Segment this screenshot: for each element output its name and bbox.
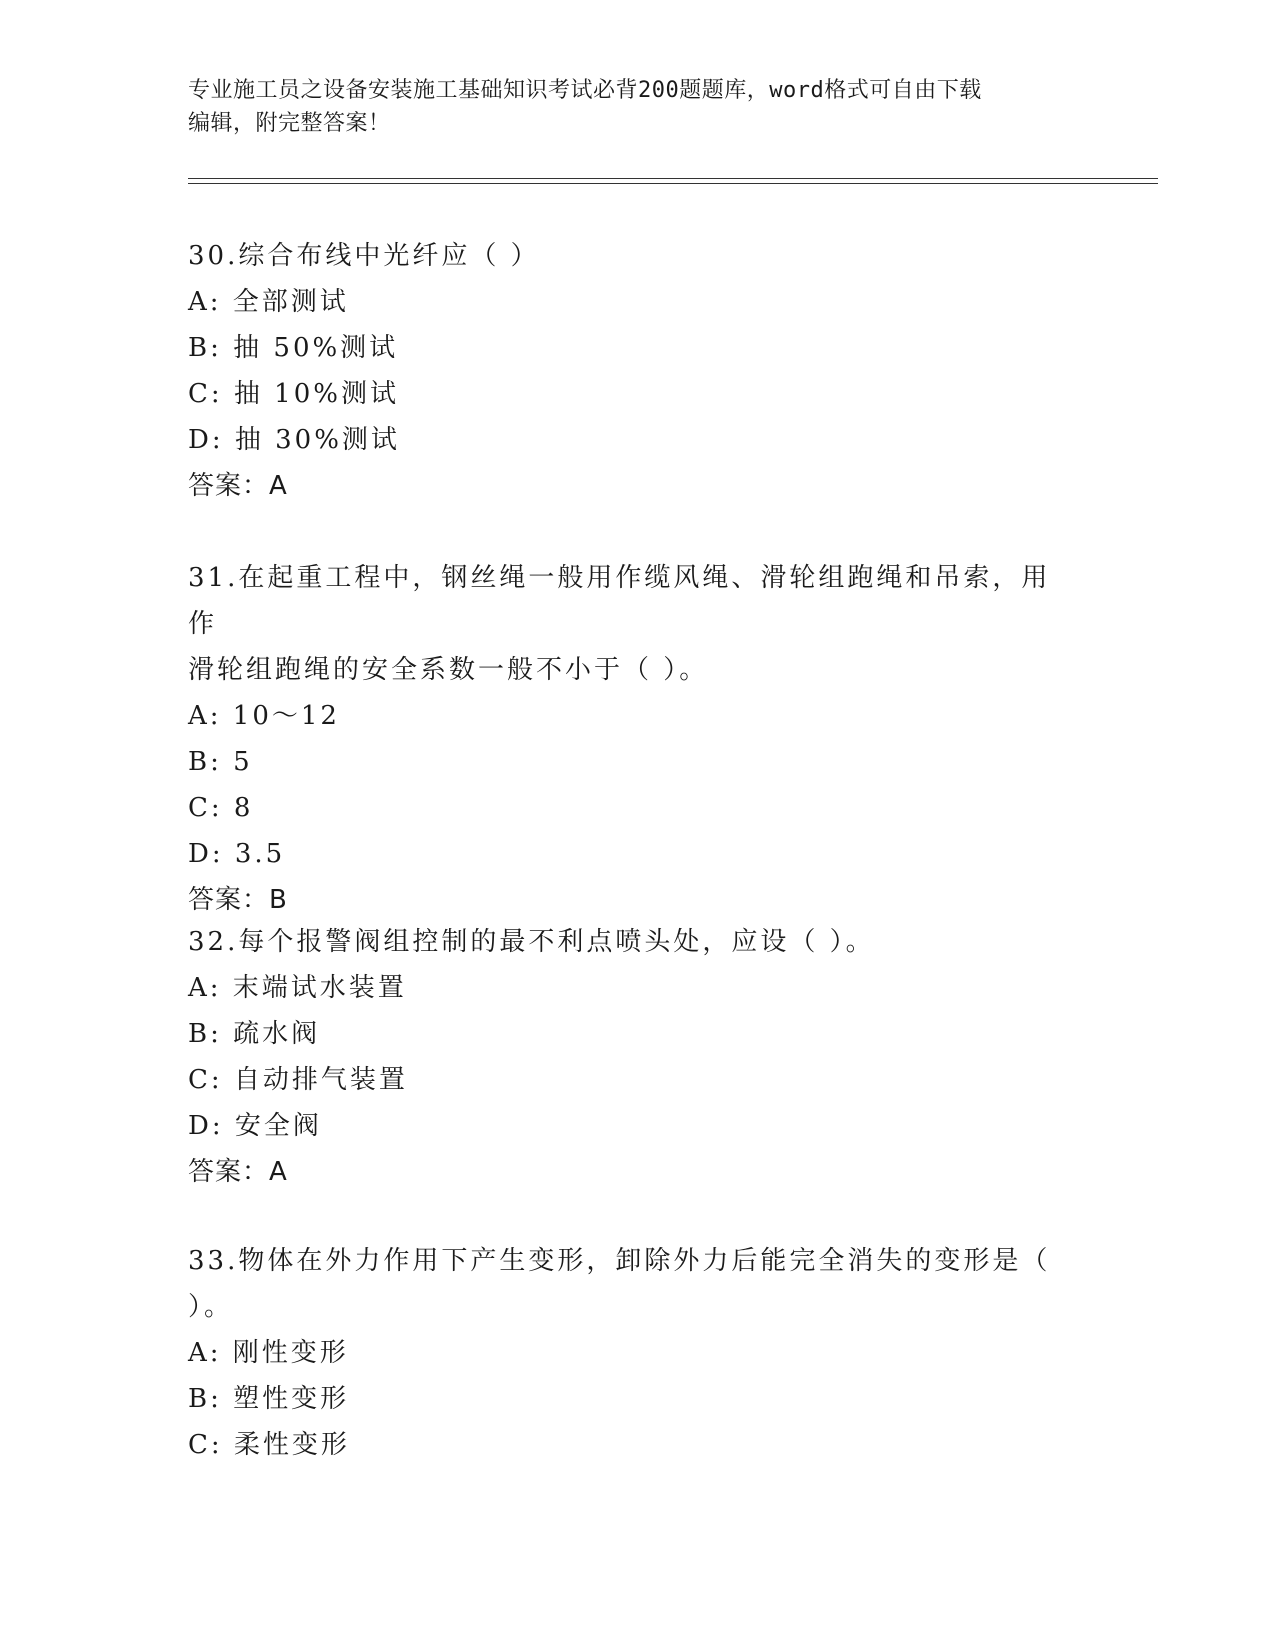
question-stem-line-2: ）。 [188, 1292, 234, 1322]
option-d: D: 抽 30%测试 [188, 425, 400, 455]
option-b: B: 5 [188, 747, 253, 777]
option-a: A: 刚性变形 [188, 1338, 349, 1368]
question-33 [188, 1238, 1078, 1468]
option-c: C: 8 [188, 793, 254, 823]
option-a: A: 末端试水装置 [188, 973, 407, 1003]
document-header [188, 74, 1068, 140]
answer: 答案：B [188, 885, 288, 915]
question-30 [188, 233, 1078, 509]
question-stem-line-1: 33.物体在外力作用下产生变形，卸除外力后能完全消失的变形是（ [188, 1246, 1051, 1276]
option-c: C: 自动排气装置 [188, 1065, 408, 1095]
option-b: B: 抽 50%测试 [188, 333, 399, 363]
answer: 答案：A [188, 1157, 288, 1187]
header-line-1: 专业施工员之设备安装施工基础知识考试必背200题题库，word格式可自由下载 [188, 78, 982, 103]
option-c: C: 柔性变形 [188, 1430, 350, 1460]
option-b: B: 塑性变形 [188, 1384, 350, 1414]
option-d: D: 3.5 [188, 839, 286, 869]
question-31 [188, 555, 1078, 923]
header-divider-bottom [188, 183, 1158, 184]
option-d: D: 安全阀 [188, 1111, 322, 1141]
header-line-2: 编辑，附完整答案！ [188, 111, 391, 136]
question-stem-line-1: 31.在起重工程中，钢丝绳一般用作缆风绳、滑轮组跑绳和吊索，用作 [188, 563, 1051, 639]
question-32 [188, 919, 1078, 1195]
option-c: C: 抽 10%测试 [188, 379, 399, 409]
question-stem: 32.每个报警阀组控制的最不利点喷头处，应设（ ）。 [188, 927, 875, 957]
answer: 答案：A [188, 471, 288, 501]
question-stem: 30.综合布线中光纤应（ ） [188, 241, 540, 271]
option-a: A: 全部测试 [188, 287, 349, 317]
option-b: B: 疏水阀 [188, 1019, 321, 1049]
question-stem-line-2: 滑轮组跑绳的安全系数一般不小于（ ）。 [188, 655, 709, 685]
header-divider-top [188, 178, 1158, 179]
option-a: A: 10～12 [188, 701, 340, 731]
